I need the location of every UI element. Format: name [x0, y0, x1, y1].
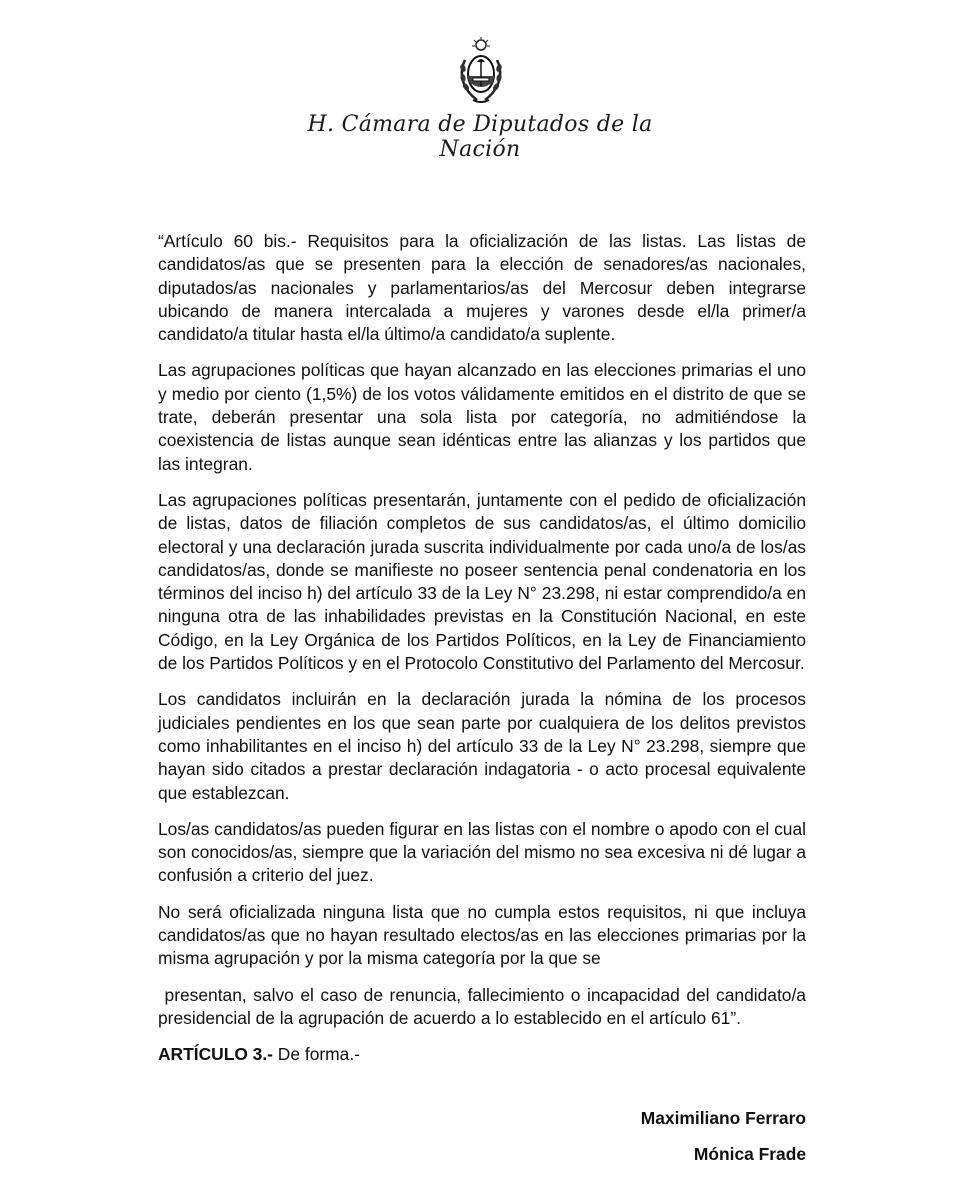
paragraph-primary-threshold: Las agrupaciones políticas que hayan alcanzado en las elecciones primarias el uno y medio por ciento (1,5%) de los votos válidamente emitidos en el distrito de que se trate, deberán presentar una sola lista por categoría, no admitiéndose la coexistencia de listas aunque sean idénticas entre las alianzas y los partidos que las integran. [158, 360, 806, 474]
paragraph-requirements: No será oficializada ninguna lista que no cumpla estos requisitos, ni que incluya candidatos/as que no hayan resultado electos/as en las elecciones primarias por la misma agrupación y por la misma categoría por la que se [158, 901, 806, 969]
paragraph-nicknames: Los/as candidatos/as pueden figurar en las listas con el nombre o apodo con el cual son conocidos/as, siempre que la variación del mismo no sea excesiva ni dé lugar a confusión a criterio del juez. [158, 818, 806, 886]
signature-name: Mónica Frade [693, 1144, 806, 1164]
paragraph-filiation-data: Las agrupaciones políticas presentarán, juntamente con el pedido de oficialización de listas, datos de filiación completos de sus candidatos/as, el último domicilio electoral y una declaración jurada suscrita individualmente por cada uno/a de los/as candidatos/as, donde se manifieste no poseer sentencia penal condenatoria en los términos del inciso h) del artículo 33 de la Ley N° 23.298, ni estar comprendido/a en ninguna otra de las inhabilidades previstas en la Constitución Nacional, en este Código, en la Ley Orgánica de los Partidos Políticos, en la Ley de Financiamiento de los Partidos Políticos y en el Protocolo Constitutivo del Parlamento del Mercosur. [158, 489, 806, 674]
article-3 [158, 1043, 806, 1066]
paragraph-exceptions: presentan, salvo el caso de renuncia, fallecimiento o incapacidad del candidato/a presidencial de la agrupación de acuerdo a lo establecido en el artículo 61”. [158, 984, 811, 1028]
article-3-label: ARTÍCULO 3.- [158, 1044, 273, 1065]
paragraph-judicial-processes: Los candidatos incluirán en la declaración jurada la nómina de los procesos judiciales pendientes en los que sean parte por cualquiera de los delitos previstos como inhabilitantes en el inciso h) del artículo 33 de la Ley N° 23.298, siempre que hayan sido citados a prestar declaración indagatoria - o acto procesal equivalente que establezcan. [158, 689, 806, 803]
document-body [158, 230, 811, 1080]
signatures-block [641, 1100, 806, 1172]
paragraph-article-60-bis: “Artículo 60 bis.- Requisitos para la oficialización de las listas. Las listas de candidatos/as que se presenten para la elección de senadores/as nacionales, diputados/as nacionales y parlamentarios/as del Mercosur deben integrarse ubicando de manera intercalada a mujeres y varones desde el/la primer/a candidato/a titular hasta el/la último/a candidato/a suplente. [158, 231, 806, 345]
signature-name: Maximiliano Ferraro [640, 1108, 806, 1128]
article-3-text: De forma.- [272, 1044, 360, 1065]
chamber-header-title: H. Cámara de Diputados de la Nación [307, 112, 653, 162]
argentine-coat-of-arms-icon [457, 36, 505, 106]
